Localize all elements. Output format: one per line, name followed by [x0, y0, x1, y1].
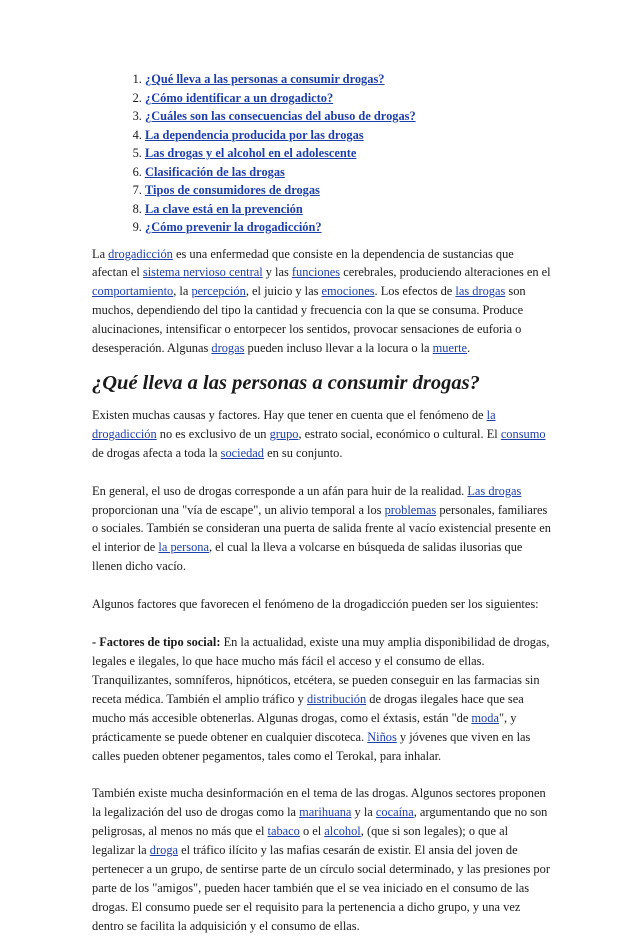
inline-link[interactable]: Niños	[367, 729, 397, 744]
toc-link[interactable]: Tipos de consumidores de drogas	[145, 183, 320, 197]
section-heading: ¿Qué lleva a las personas a consumir drogas?	[92, 371, 480, 394]
inline-link[interactable]: marihuana	[299, 805, 352, 820]
text-run: En la actualidad, existe una muy amplia disponibilidad de drogas, legales e ilegales, lo que hace mucho más fácil el acceso y el consumo de ellas. Tranquilizantes, somníferos, hipnóticos, etcétera, se pueden conseguir en las farmacias sin receta médica. También el amplio tráfico y	[92, 635, 550, 706]
text-run: el tráfico ilícito y las mafias cesarán de existir. El ansia del joven de pertenecer a un grupo, de sentirse parte de un círculo social determinado, y las presiones por parte de los "amigos", pueden hacer también que el se vea iniciado en el consumo de las drogas. El consumo puede ser el requisito para la pertenencia a dicho grupo, y una vez dentro se facilita la adquisición y el consumo de ellas.	[92, 843, 550, 933]
text-run: Algunos factores que favorecen el fenómeno de la drogadicción pueden ser los siguientes:	[92, 597, 539, 612]
text-run: . Los efectos de	[374, 284, 456, 299]
text-run: no es exclusivo de un	[156, 426, 270, 441]
text-run: o el	[299, 824, 325, 839]
inline-link[interactable]: emociones	[321, 284, 375, 299]
toc-link[interactable]: Las drogas y el alcohol en el adolescente	[145, 146, 357, 160]
inline-link[interactable]: cocaína	[375, 805, 414, 820]
toc-link[interactable]: ¿Cómo prevenir la drogadicción?	[145, 220, 322, 234]
table-of-contents	[92, 70, 552, 237]
text-run: También existe mucha desinformación en el tema de las drogas. Algunos sectores proponen la legalización del uso de drogas como la	[92, 786, 546, 820]
paragraph-factors-intro	[92, 595, 552, 614]
text-run: , el juicio y las	[245, 284, 322, 299]
inline-link[interactable]: la drogadicción	[92, 407, 496, 441]
inline-link[interactable]: consumo	[500, 426, 546, 441]
toc-item-5[interactable]	[145, 144, 552, 163]
toc-link[interactable]: Clasificación de las drogas	[145, 164, 285, 179]
toc-item-2[interactable]	[145, 89, 552, 108]
toc-item-1[interactable]	[145, 70, 552, 89]
inline-link[interactable]: la persona	[158, 540, 209, 555]
document-page	[92, 70, 552, 936]
paragraph-misinformation	[92, 784, 552, 935]
toc-item-4[interactable]	[145, 126, 552, 145]
text-run: cerebrales, produciendo alteraciones en el	[340, 265, 551, 280]
paragraph-causes	[92, 406, 552, 463]
text-run: y jóvenes que viven en las calles pueden obtener pegamentos, tales como el Terokal, para inhalar.	[92, 729, 531, 763]
text-run: pueden incluso llevar a la locura o la	[244, 341, 433, 356]
inline-link[interactable]: alcohol	[324, 824, 361, 839]
inline-link[interactable]: moda	[471, 710, 499, 725]
bold-label: - Factores de tipo social:	[92, 635, 221, 650]
toc-item-9[interactable]	[145, 218, 552, 237]
text-run: Existen muchas causas y factores. Hay que tener en cuenta que el fenómeno de	[92, 407, 487, 422]
text-run: y las	[262, 265, 292, 280]
paragraph-social-factors	[92, 633, 552, 765]
inline-link[interactable]: droga	[149, 843, 179, 858]
text-run: , argumentando que no son peligrosas, al menos no más que el	[92, 805, 548, 839]
text-run: de drogas afecta a toda la	[92, 445, 221, 460]
inline-link[interactable]: muerte	[432, 341, 468, 356]
toc-item-6[interactable]	[145, 163, 552, 182]
toc-link[interactable]: ¿Cuáles son las consecuencias del abuso de drogas?	[145, 109, 416, 123]
text-run: , (que si son legales); o que al legalizar la	[92, 824, 509, 858]
inline-link[interactable]: las drogas	[455, 284, 506, 299]
toc-link[interactable]: La clave está en la prevención	[145, 201, 303, 216]
toc-link[interactable]: ¿Cómo identificar a un drogadicto?	[145, 90, 334, 105]
text-run: , el cual la lleva a volcarse en búsqueda de salidas ilusorias que llenen dicho vacío.	[92, 540, 523, 574]
text-run: proporcionan una "vía de escape", un alivio temporal a los	[92, 502, 385, 517]
toc-item-7[interactable]	[145, 181, 552, 200]
inline-link[interactable]: distribución	[306, 691, 367, 706]
text-run: .	[467, 341, 471, 356]
text-run: personales, familiares o sociales. También se consideran una puerta de salida frente al vacío existencial presente en el interior de	[92, 502, 551, 555]
toc-link[interactable]: ¿Qué lleva a las personas a consumir drogas?	[145, 72, 385, 86]
inline-link[interactable]: sistema nervioso central	[142, 265, 263, 280]
text-run: y la	[351, 805, 376, 820]
spacer	[92, 576, 552, 595]
inline-link[interactable]: comportamiento	[92, 284, 174, 299]
toc-link[interactable]: La dependencia producida por las drogas	[145, 127, 364, 142]
text-run: ", y prácticamente se puede obtener en cualquier discoteca.	[92, 710, 517, 744]
inline-link[interactable]: grupo	[269, 426, 299, 441]
inline-link[interactable]: Las drogas	[467, 483, 522, 498]
text-run: son muchos, dependiendo del tipo la cantidad y frecuencia con la que se consuma. Produce alucinaciones, intensificar o entorpecer los sentidos, provocar sensaciones de euforia o desesperación. Algunas	[92, 284, 526, 356]
text-run: , estrato social, económico o cultural. El	[298, 426, 501, 441]
text-run: En general, el uso de drogas corresponde a un afán para huir de la realidad.	[92, 483, 468, 498]
inline-link[interactable]: funciones	[291, 265, 341, 280]
toc-item-8[interactable]	[145, 200, 552, 219]
inline-link[interactable]: sociedad	[220, 445, 265, 460]
text-run: , la	[173, 284, 192, 299]
spacer	[92, 237, 552, 245]
paragraph-escape	[92, 482, 552, 577]
text-run: es una enfermedad que consiste en la dependencia de sustancias que afectan el	[92, 246, 514, 280]
text-run: de drogas ilegales hace que sea mucho más accesible obtenerlas. Algunas drogas, como el éxtasis, están "de	[92, 691, 524, 725]
spacer	[92, 765, 552, 784]
text-run: en su conjunto.	[264, 445, 343, 460]
intro-paragraph	[92, 245, 552, 358]
inline-link[interactable]: problemas	[384, 502, 437, 517]
toc-item-3[interactable]	[145, 107, 552, 126]
inline-link[interactable]: tabaco	[267, 824, 300, 839]
spacer	[92, 463, 552, 482]
inline-link[interactable]: drogas	[211, 341, 245, 356]
inline-link[interactable]: percepción	[191, 284, 246, 299]
text-run: La	[92, 246, 109, 261]
spacer	[92, 614, 552, 633]
inline-link[interactable]: drogadicción	[108, 246, 173, 261]
